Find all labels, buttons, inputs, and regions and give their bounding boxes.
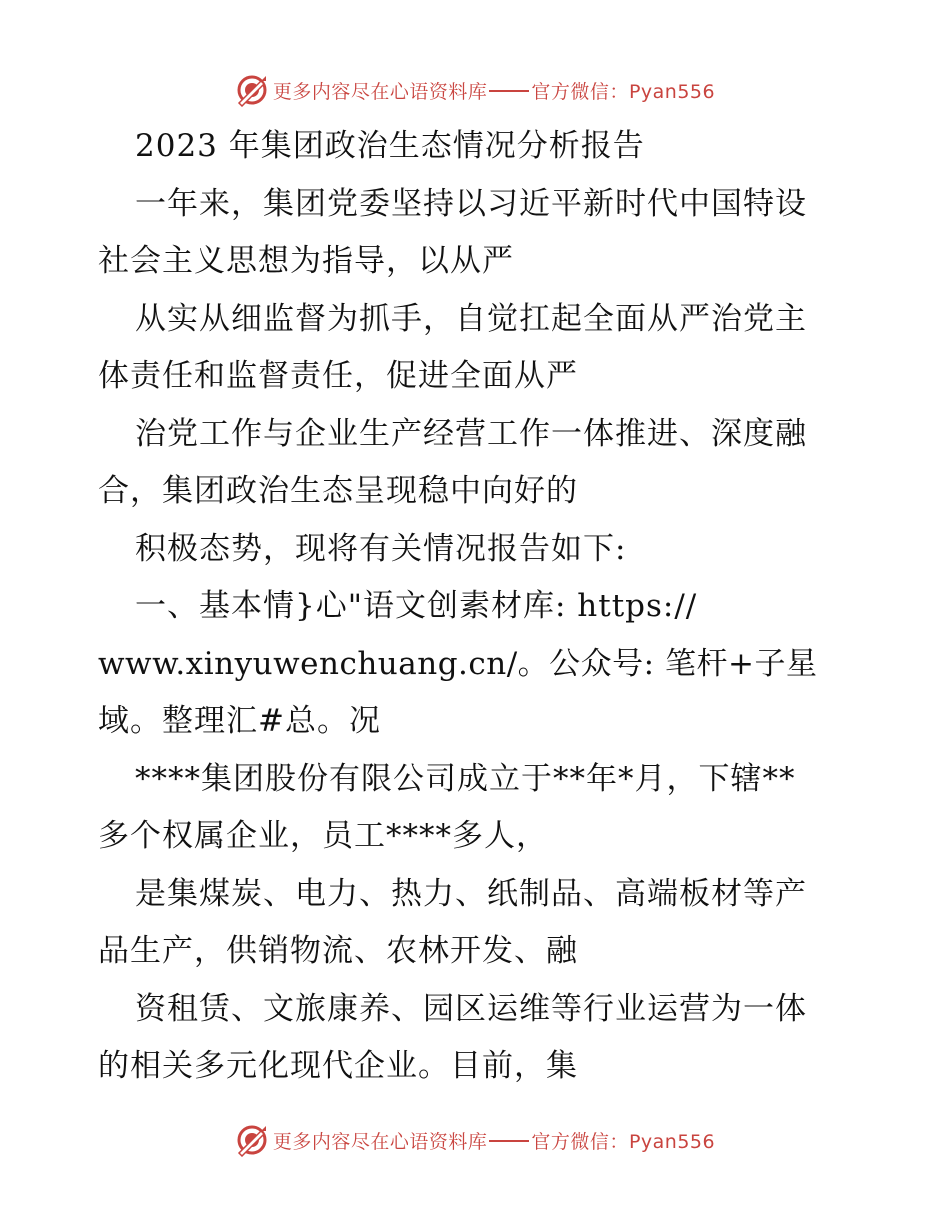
paragraph-line: 多个权属企业，员工****多人，: [98, 818, 548, 854]
watermark-banner-bottom: [0, 1120, 950, 1160]
section-heading: 一、基本情}心"语文创素材库: https://: [135, 588, 698, 624]
watermark-text: 更多内容尽在心语资料库 官方微信：Pyan556: [272, 80, 716, 103]
paragraph-line: 从实从细监督为抓手，自觉扛起全面从严治党主: [135, 300, 807, 337]
pen-logo-icon: [235, 1123, 269, 1157]
watermark-text: 更多内容尽在心语资料库 官方微信：Pyan556: [272, 1130, 716, 1153]
paragraph-line: 合，集团政治生态呈现稳中向好的: [98, 473, 578, 509]
document-body: [98, 118, 858, 1096]
paragraph-line: 社会主义思想为指导，以从严: [98, 243, 514, 279]
paragraph-line: 资租赁、文旅康养、园区运维等行业运营为一体: [135, 990, 807, 1027]
paragraph-line: ****集团股份有限公司成立于**年*月，下辖**: [135, 760, 796, 797]
paragraph-line: 积极态势，现将有关情况报告如下:: [135, 530, 627, 567]
paragraph-line: 是集煤炭、电力、热力、纸制品、高端板材等产: [135, 875, 807, 912]
document-title: 2023 年集团政治生态情况分析报告: [135, 128, 645, 164]
watermark-banner-top: [0, 70, 950, 110]
paragraph-line: 的相关多元化现代企业。目前，集: [98, 1048, 578, 1084]
paragraph-line: 品生产，供销物流、农林开发、融: [98, 933, 578, 969]
paragraph-line: 体责任和监督责任，促进全面从严: [98, 358, 578, 394]
paragraph-line: 治党工作与企业生产经营工作一体推进、深度融: [135, 415, 807, 452]
paragraph-line: 一年来，集团党委坚持以习近平新时代中国特设: [135, 185, 807, 222]
paragraph-line: 域。整理汇#总。况: [98, 703, 381, 739]
pen-logo-icon: [235, 73, 269, 107]
paragraph-line: www.xinyuwenchuang.cn/。公众号: 笔杆+子星: [98, 645, 818, 682]
